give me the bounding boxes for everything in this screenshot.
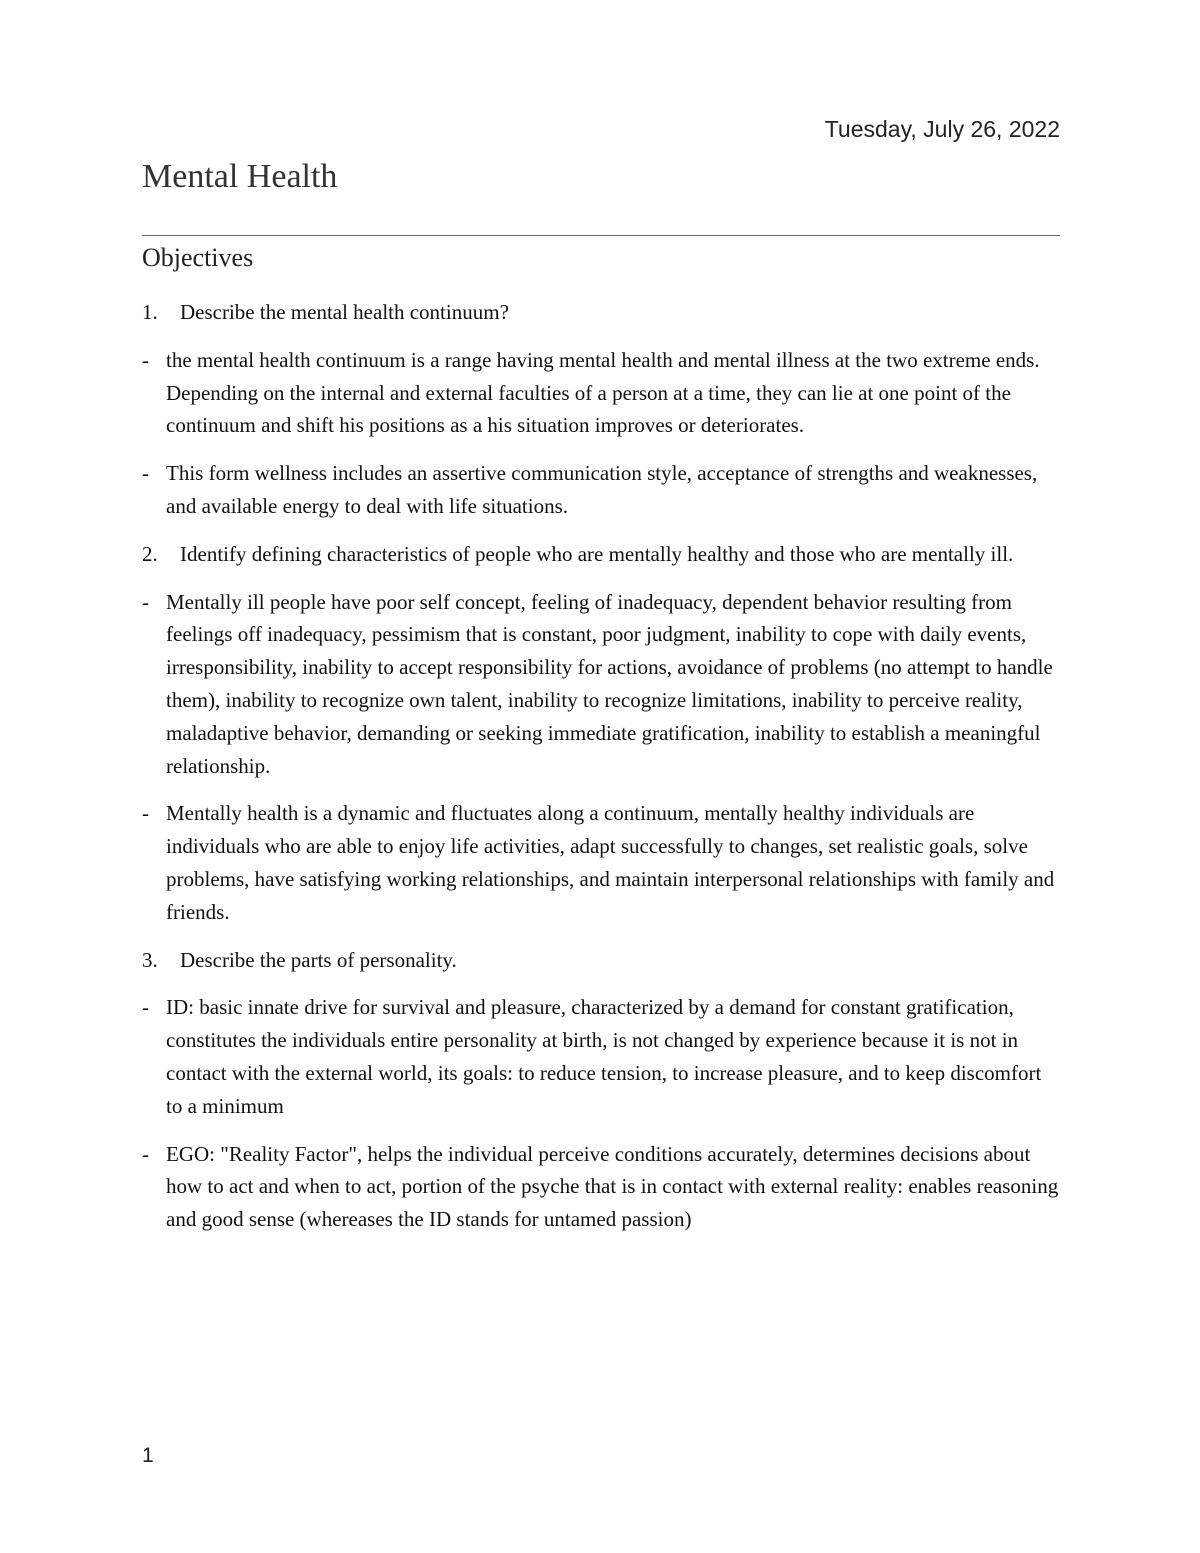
list-marker: - <box>142 589 149 614</box>
list-item-text: Mentally health is a dynamic and fluctuates along a continuum, mentally healthy individuals are individuals who are able to enjoy life activities, adapt successfully to changes, set realistic goals, solve problems, have satisfying working relationships, and maintain interpersonal relationships with family and friends. <box>166 801 1055 924</box>
list-item-text: Identify defining characteristics of people who are mentally healthy and those who are mentally ill. <box>180 541 1014 566</box>
list-item <box>142 1138 1060 1236</box>
list-marker: - <box>142 995 149 1020</box>
section-heading: Objectives <box>142 243 254 272</box>
page-number: 1 <box>142 1444 154 1467</box>
list-marker: 1. <box>142 300 158 324</box>
list-marker: - <box>142 461 149 486</box>
document-date: Tuesday, July 26, 2022 <box>824 116 1060 142</box>
list-item-text: Describe the mental health continuum? <box>180 300 509 324</box>
list-item-text: the mental health continuum is a range having mental health and mental illness at the two extreme ends. Depending on the internal and external faculties of a person at a time, they can lie at one point of the continuum and shift his positions as a his situation improves or deteriorates. <box>166 347 1040 438</box>
list-item-text: This form wellness includes an assertive communication style, acceptance of strengths and weaknesses, and available energy to deal with life situations. <box>166 461 1038 518</box>
list-marker: - <box>142 801 149 826</box>
list-item-text: ID: basic innate drive for survival and pleasure, characterized by a demand for constant gratification, constitutes the individuals entire personality at birth, is not changed by experience because it is not in contact with the external world, its goals: to reduce tension, to increase pleasure, and to keep discomfort to a minimum <box>166 995 1042 1118</box>
list-item <box>142 944 1060 977</box>
list-marker: - <box>142 347 149 372</box>
list-item <box>142 586 1060 783</box>
list-item <box>142 344 1060 442</box>
list-item <box>142 296 1060 329</box>
list-item-text: Mentally ill people have poor self concept, feeling of inadequacy, dependent behavior resulting from feelings off inadequacy, pessimism that is constant, poor judgment, inability to cope with daily events, irresponsibility, inability to accept responsibility for actions, avoidance of problems (no attempt to handle them), inability to recognize own talent, inability to recognize limitations, inability to perceive reality, maladaptive behavior, demanding or seeking immediate gratification, inability to establish a meaningful relationship. <box>166 589 1053 778</box>
title-divider <box>142 235 1060 236</box>
list-item <box>142 991 1060 1122</box>
list-item-text: Describe the parts of personality. <box>180 947 457 972</box>
list-item <box>142 538 1060 571</box>
list-item <box>142 457 1060 523</box>
document-title: Mental Health <box>142 158 338 195</box>
list-marker: - <box>142 1141 149 1166</box>
list-marker: 3. <box>142 947 158 972</box>
list-marker: 2. <box>142 541 158 566</box>
document-body <box>142 296 1060 1251</box>
list-item <box>142 797 1060 928</box>
list-item-text: EGO: "Reality Factor", helps the individual perceive conditions accurately, determines decisions about how to act and when to act, portion of the psyche that is in contact with external reality: enables reasoning and good sense (whereases the ID stands for untamed passion) <box>166 1141 1059 1232</box>
